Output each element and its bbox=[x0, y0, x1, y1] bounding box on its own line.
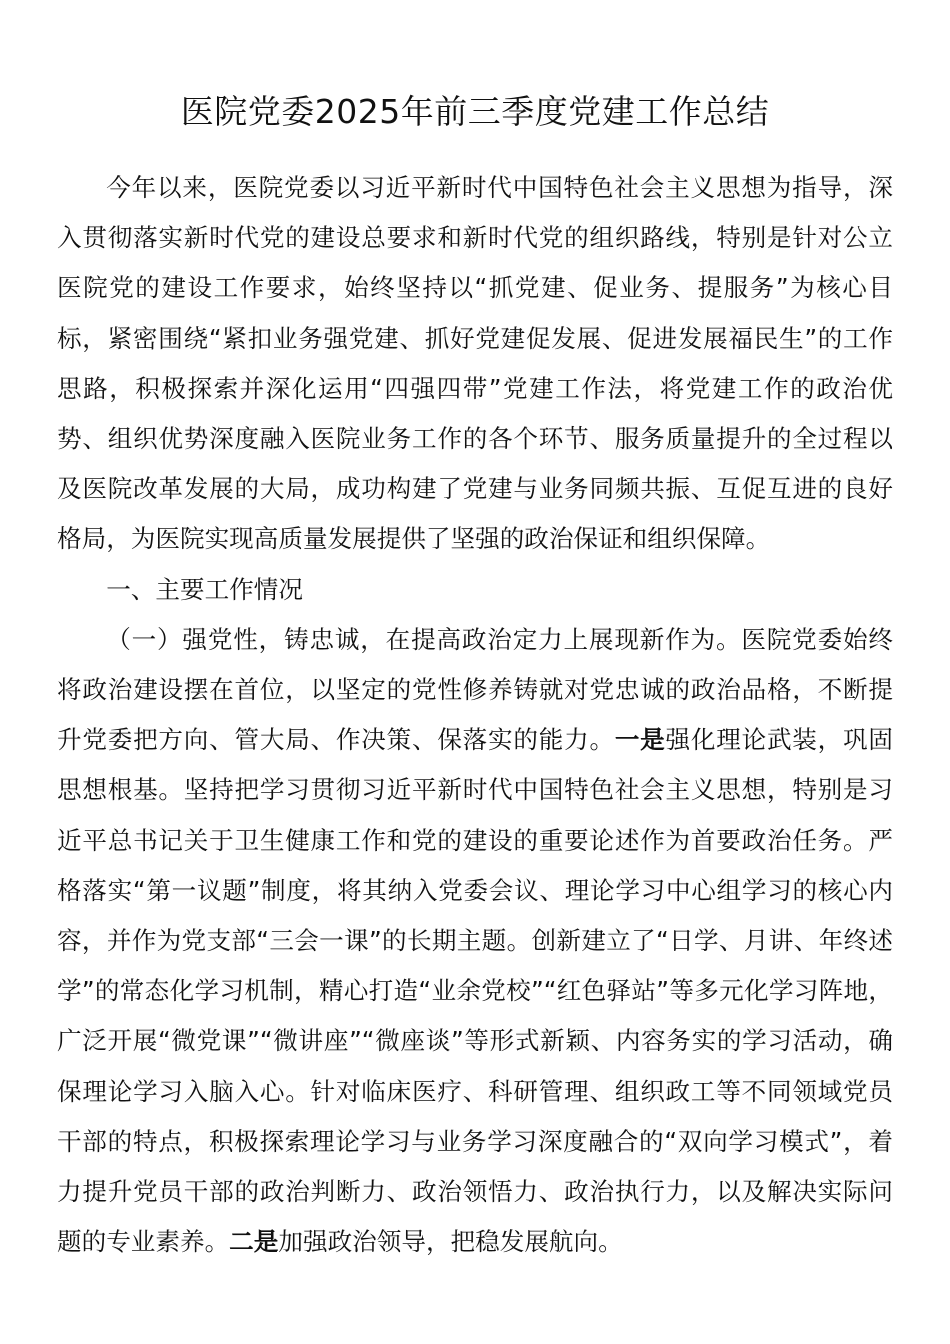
document-body bbox=[57, 163, 893, 1267]
document-title: 医院党委2025年前三季度党建工作总结 bbox=[180, 92, 770, 132]
paragraph-text: 医院党委始终将政治建设摆在首位，以坚定的党性修养铸就对党忠诚的政治品格，不断提升党委把方向、管大局、作决策、保落实的能力。 bbox=[57, 624, 893, 755]
section-heading: 一、主要工作情况 bbox=[106, 574, 303, 604]
sub-heading: （一）强党性，铸忠诚，在提高政治定力上展现新作为。 bbox=[106, 624, 742, 654]
point-two-marker: 二是 bbox=[229, 1227, 279, 1257]
section-paragraph bbox=[57, 615, 893, 1268]
intro-paragraph: 今年以来，医院党委以习近平新时代中国特色社会主义思想为指导，深入贯彻落实新时代党的建设总要求和新时代党的组织路线，特别是针对公立医院党的建设工作要求，始终坚持以“抓党建、促业务、提服务”为核心目标，紧密围绕“紧扣业务强党建、抓好党建促发展、促进发展福民生”的工作思路，积极探索并深化运用“四强四带”党建工作法，将党建工作的政治优势、组织优势深度融入医院业务工作的各个环节、服务质量提升的全过程以及医院改革发展的大局，成功构建了党建与业务同频共振、互促互进的良好格局，为医院实现高质量发展提供了坚强的政治保证和组织保障。 bbox=[57, 173, 893, 554]
point-one-marker: 一是 bbox=[614, 725, 666, 755]
point-one-text: 强化理论武装，巩固思想根基。坚持把学习贯彻习近平新时代中国特色社会主义思想，特别是习近平总书记关于卫生健康工作和党的建设的重要论述作为首要政治任务。严格落实“第一议题”制度，将其纳入党委会议、理论学习中心组学习的核心内容，并作为党支部“三会一课”的长期主题。创新建立了“日学、月讲、年终述学”的常态化学习机制，精心打造“业余党校”“红色驿站”等多元化学习阵地，广泛开展“微党课”“微讲座”“微座谈”等形式新颖、内容务实的学习活动，确保理论学习入脑入心。针对临床医疗、科研管理、组织政工等不同领域党员干部的特点，积极探索理论学习与业务学习深度融合的“双向学习模式”，着力提升党员干部的政治判断力、政治领悟力、政治执行力，以及解决实际问题的专业素养。 bbox=[57, 725, 893, 1257]
point-two-text: 加强政治领导，把稳发展航向。 bbox=[278, 1227, 623, 1257]
